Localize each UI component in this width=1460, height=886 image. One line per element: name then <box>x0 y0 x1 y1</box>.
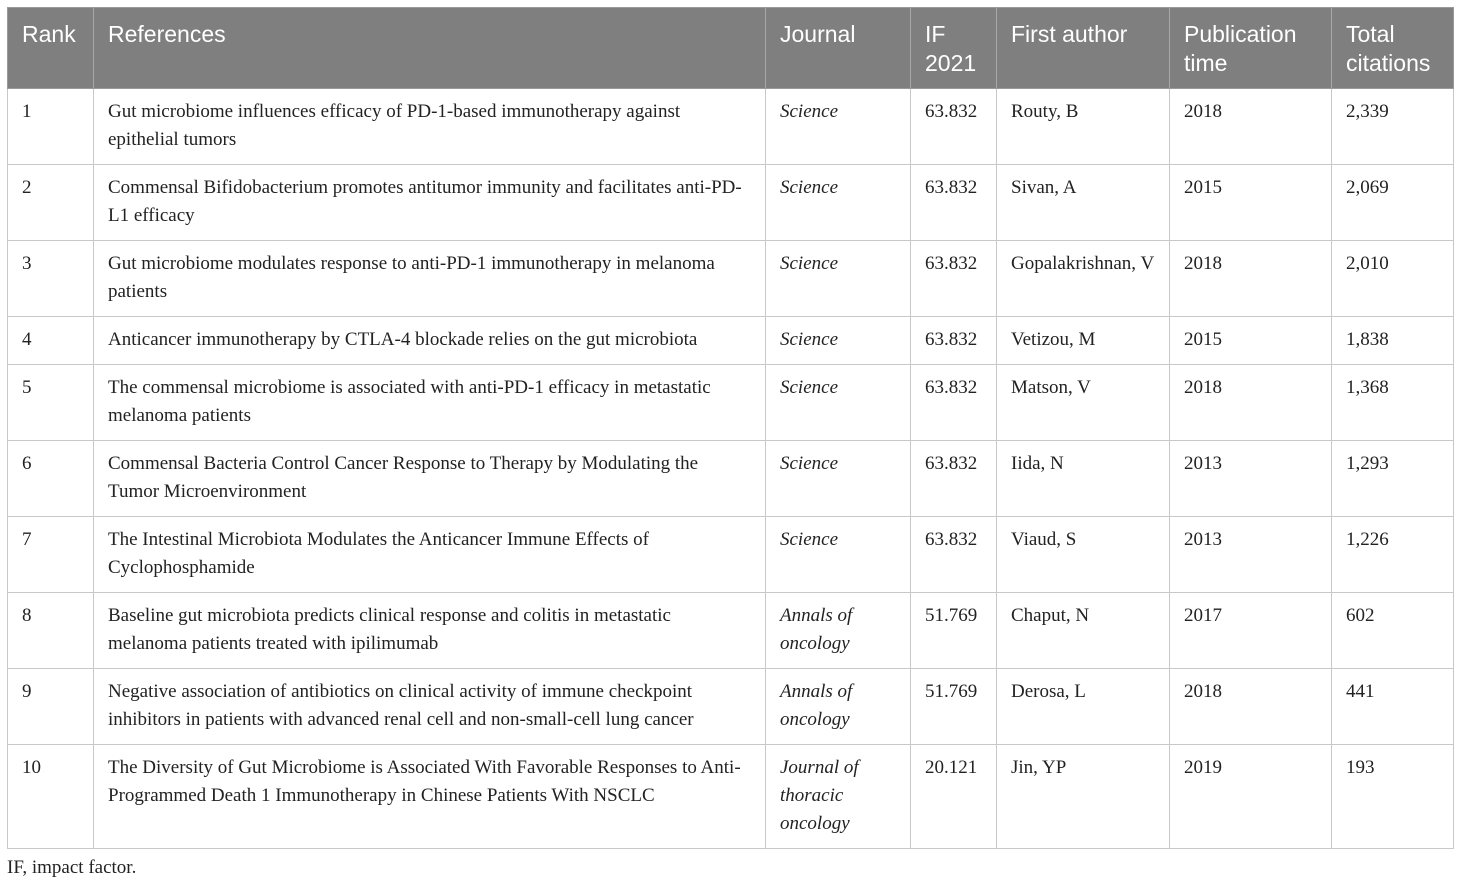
cell-rank: 7 <box>8 517 94 593</box>
cell-reference: Commensal Bacteria Control Cancer Response to Therapy by Modulating the Tumor Microenvironment <box>94 441 766 517</box>
cell-first-author: Routy, B <box>997 89 1170 165</box>
cell-reference: Anticancer immunotherapy by CTLA-4 blockade relies on the gut microbiota <box>94 317 766 365</box>
cell-first-author: Vetizou, M <box>997 317 1170 365</box>
cell-journal: Annals of oncology <box>766 669 911 745</box>
cell-rank: 5 <box>8 365 94 441</box>
header-references: References <box>94 8 766 89</box>
cell-journal: Science <box>766 317 911 365</box>
cell-year: 2019 <box>1170 745 1332 849</box>
cell-citations: 602 <box>1332 593 1454 669</box>
table-row <box>8 165 1454 241</box>
header-total-citations: Total citations <box>1332 8 1454 89</box>
cell-citations: 441 <box>1332 669 1454 745</box>
cell-if: 63.832 <box>911 517 997 593</box>
cell-first-author: Iida, N <box>997 441 1170 517</box>
cell-journal: Annals of oncology <box>766 593 911 669</box>
cell-citations: 1,368 <box>1332 365 1454 441</box>
top-references-table <box>7 7 1454 849</box>
cell-rank: 8 <box>8 593 94 669</box>
cell-year: 2018 <box>1170 241 1332 317</box>
table-row <box>8 317 1454 365</box>
table-row <box>8 365 1454 441</box>
table-row <box>8 745 1454 849</box>
cell-journal: Science <box>766 517 911 593</box>
cell-rank: 6 <box>8 441 94 517</box>
header-first-author: First author <box>997 8 1170 89</box>
table-row <box>8 441 1454 517</box>
cell-reference: Gut microbiome influences efficacy of PD-1-based immunotherapy against epithelial tumors <box>94 89 766 165</box>
cell-year: 2018 <box>1170 89 1332 165</box>
cell-first-author: Viaud, S <box>997 517 1170 593</box>
cell-year: 2013 <box>1170 517 1332 593</box>
cell-if: 63.832 <box>911 89 997 165</box>
cell-first-author: Derosa, L <box>997 669 1170 745</box>
cell-reference: Gut microbiome modulates response to anti-PD-1 immunotherapy in melanoma patients <box>94 241 766 317</box>
cell-reference: Commensal Bifidobacterium promotes antitumor immunity and facilitates anti-PD-L1 efficacy <box>94 165 766 241</box>
cell-if: 63.832 <box>911 365 997 441</box>
table-row <box>8 669 1454 745</box>
cell-rank: 9 <box>8 669 94 745</box>
cell-if: 51.769 <box>911 593 997 669</box>
cell-first-author: Gopalakrishnan, V <box>997 241 1170 317</box>
cell-year: 2015 <box>1170 165 1332 241</box>
cell-journal: Science <box>766 441 911 517</box>
header-if: IF 2021 <box>911 8 997 89</box>
cell-reference: The Diversity of Gut Microbiome is Associated With Favorable Responses to Anti-Programmed Death 1 Immunotherapy in Chinese Patients With NSCLC <box>94 745 766 849</box>
cell-citations: 2,339 <box>1332 89 1454 165</box>
cell-rank: 1 <box>8 89 94 165</box>
header-row <box>8 8 1454 89</box>
table-footnote: IF, impact factor. <box>7 857 137 878</box>
cell-journal: Science <box>766 365 911 441</box>
table-row <box>8 593 1454 669</box>
cell-year: 2015 <box>1170 317 1332 365</box>
cell-if: 63.832 <box>911 165 997 241</box>
cell-reference: The commensal microbiome is associated with anti-PD-1 efficacy in metastatic melanoma patients <box>94 365 766 441</box>
cell-if: 63.832 <box>911 241 997 317</box>
header-publication-time: Publication time <box>1170 8 1332 89</box>
cell-citations: 1,293 <box>1332 441 1454 517</box>
cell-journal: Science <box>766 89 911 165</box>
cell-first-author: Matson, V <box>997 365 1170 441</box>
header-rank: Rank <box>8 8 94 89</box>
cell-first-author: Sivan, A <box>997 165 1170 241</box>
cell-first-author: Chaput, N <box>997 593 1170 669</box>
cell-journal: Science <box>766 165 911 241</box>
cell-citations: 1,226 <box>1332 517 1454 593</box>
cell-reference: Baseline gut microbiota predicts clinical response and colitis in metastatic melanoma patients treated with ipilimumab <box>94 593 766 669</box>
cell-journal: Journal of thoracic oncology <box>766 745 911 849</box>
cell-rank: 3 <box>8 241 94 317</box>
cell-if: 63.832 <box>911 441 997 517</box>
cell-citations: 193 <box>1332 745 1454 849</box>
cell-rank: 10 <box>8 745 94 849</box>
cell-year: 2018 <box>1170 365 1332 441</box>
cell-citations: 1,838 <box>1332 317 1454 365</box>
table-row <box>8 241 1454 317</box>
cell-if: 51.769 <box>911 669 997 745</box>
cell-year: 2013 <box>1170 441 1332 517</box>
references-table-container <box>7 7 1453 849</box>
cell-rank: 4 <box>8 317 94 365</box>
cell-year: 2017 <box>1170 593 1332 669</box>
cell-reference: The Intestinal Microbiota Modulates the Anticancer Immune Effects of Cyclophosphamide <box>94 517 766 593</box>
cell-year: 2018 <box>1170 669 1332 745</box>
cell-citations: 2,010 <box>1332 241 1454 317</box>
cell-journal: Science <box>766 241 911 317</box>
cell-first-author: Jin, YP <box>997 745 1170 849</box>
table-row <box>8 89 1454 165</box>
cell-reference: Negative association of antibiotics on clinical activity of immune checkpoint inhibitors in patients with advanced renal cell and non-small-cell lung cancer <box>94 669 766 745</box>
table-row <box>8 517 1454 593</box>
cell-if: 63.832 <box>911 317 997 365</box>
cell-rank: 2 <box>8 165 94 241</box>
cell-citations: 2,069 <box>1332 165 1454 241</box>
header-journal: Journal <box>766 8 911 89</box>
cell-if: 20.121 <box>911 745 997 849</box>
